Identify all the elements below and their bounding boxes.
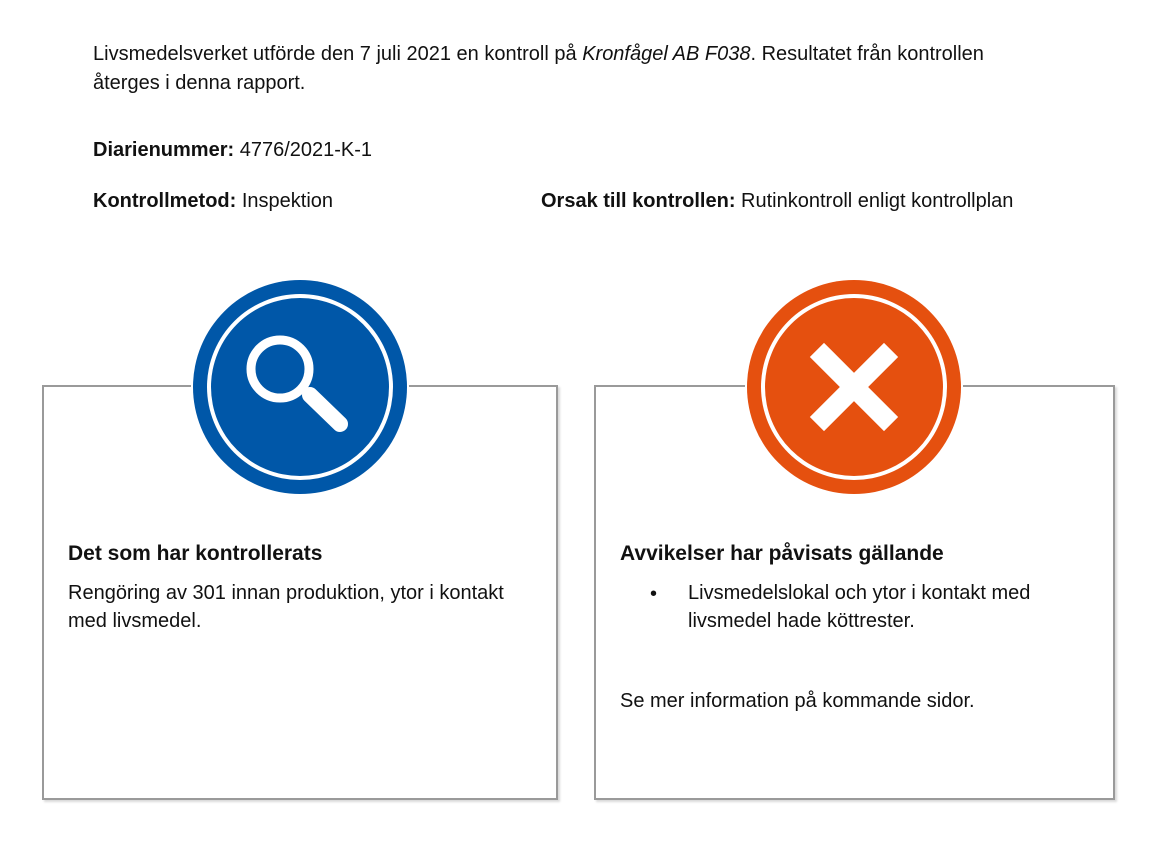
kontrollmetod-label: Kontrollmetod:: [93, 190, 237, 212]
orsak-line: [541, 188, 1013, 214]
intro-paragraph: [93, 40, 1053, 98]
magnifier-icon: [190, 277, 410, 497]
intro-text-start: Livsmedelsverket utförde den 7 juli 2021 en kontroll på: [93, 43, 583, 65]
diarienummer-line: [93, 137, 372, 163]
deviations-heading: Avvikelser har påvisats gällande: [620, 542, 944, 565]
deviation-bullet-item: Livsmedelslokal och ytor i kontakt med livsmedel hade köttrester.: [688, 582, 1031, 632]
diarienummer-value: 4776/2021-K-1: [234, 139, 373, 161]
orsak-label: Orsak till kontrollen:: [541, 190, 736, 212]
company-name: Kronfågel AB F038: [582, 43, 751, 65]
controlled-heading: Det som har kontrollerats: [68, 542, 323, 565]
bullet-dot: •: [650, 583, 658, 605]
intro-text-end: . Resultatet från kontrollen återges i denna rapport.: [93, 43, 984, 94]
deviations-footer: Se mer information på kommande sidor.: [620, 690, 975, 712]
controlled-text: Rengöring av 301 innan produktion, ytor i kontakt med livsmedel.: [68, 582, 504, 632]
orsak-value: Rutinkontroll enligt kontrollplan: [735, 190, 1014, 212]
cross-icon: [744, 277, 964, 497]
kontrollmetod-line: [93, 188, 333, 214]
kontrollmetod-value: Inspektion: [236, 190, 334, 212]
diarienummer-label: Diarienummer:: [93, 139, 235, 161]
